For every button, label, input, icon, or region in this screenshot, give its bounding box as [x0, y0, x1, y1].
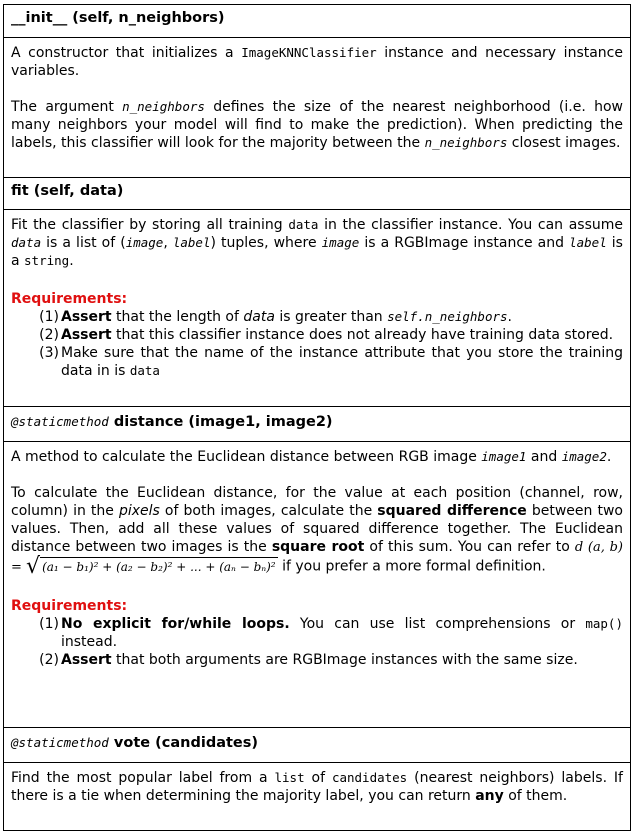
euclidean-formula: d (a, b) = √ (a₁ − b₁)² + (a₂ − b₂)² + ... + (aₙ − bₙ)² — [11, 540, 624, 579]
list-item: (1) Assert that the length of data is greater than self.n_neighbors. — [39, 309, 512, 325]
method-spec-table — [3, 4, 631, 831]
fit-requirements-list — [11, 308, 623, 380]
decorator-label: @staticmethod — [11, 414, 109, 429]
distance-paragraph-2: To calculate the Euclidean distance, for the value at each position (channel, row, column) in the pixels of both images, calculate the squared difference between two values. Then, add all these values of squared difference together. The Euclidean distance between two images is the square root of this sum. You can refer to d (a, b) = √ (a₁ − b₁)² + (a₂ − b₂)² + ... + (aₙ − bₙ)² if you prefer a more formal definition. — [11, 485, 624, 579]
fit-description — [4, 210, 630, 407]
list-item: (1) No explicit for/while loops. You can use list comprehensions or map() instead. — [39, 616, 623, 650]
distance-header — [4, 407, 630, 442]
list-item: (3) Make sure that the name of the instance attribute that you store the training data in is data — [39, 345, 623, 379]
distance-signature: distance (image1, image2) — [113, 414, 333, 430]
init-paragraph-2: The argument n_neighbors defines the size of the nearest neighborhood (i.e. how many neighbors your model will find to make the prediction). When predicting the labels, this classifier will look for the majority between the n_neighbors closest images. — [11, 99, 623, 151]
vote-signature: vote (candidates) — [113, 735, 258, 751]
list-item: (2) Assert that both arguments are RGBImage instances with the same size. — [39, 652, 578, 668]
init-signature: __init__ (self, n_neighbors) — [11, 10, 225, 26]
distance-requirements-list — [11, 615, 623, 669]
init-description — [4, 38, 630, 178]
vote-description — [4, 763, 630, 831]
decorator-label: @staticmethod — [11, 735, 109, 750]
init-header — [4, 5, 630, 38]
distance-description — [4, 442, 630, 728]
fit-paragraph-1: Fit the classifier by storing all training data in the classifier instance. You can assume data is a list of (image, label) tuples, where image is a RGBImage instance and label is a string. — [11, 217, 623, 269]
vote-paragraph-1: Find the most popular label from a list of candidates (nearest neighbors) labels. If there is a tie when determining the majority label, you can return any of them. — [11, 770, 623, 804]
distance-paragraph-1: A method to calculate the Euclidean distance between RGB image image1 and image2. — [11, 449, 612, 465]
list-item: (2) Assert that this classifier instance does not already have training data stored. — [39, 327, 614, 343]
fit-requirements-label: Requirements: — [11, 291, 128, 307]
fit-header — [4, 178, 630, 210]
distance-requirements-label: Requirements: — [11, 598, 128, 614]
fit-signature: fit (self, data) — [11, 183, 124, 199]
init-paragraph-1: A constructor that initializes a ImageKNNClassifier instance and necessary instance variables. — [11, 45, 623, 79]
vote-header — [4, 728, 630, 763]
